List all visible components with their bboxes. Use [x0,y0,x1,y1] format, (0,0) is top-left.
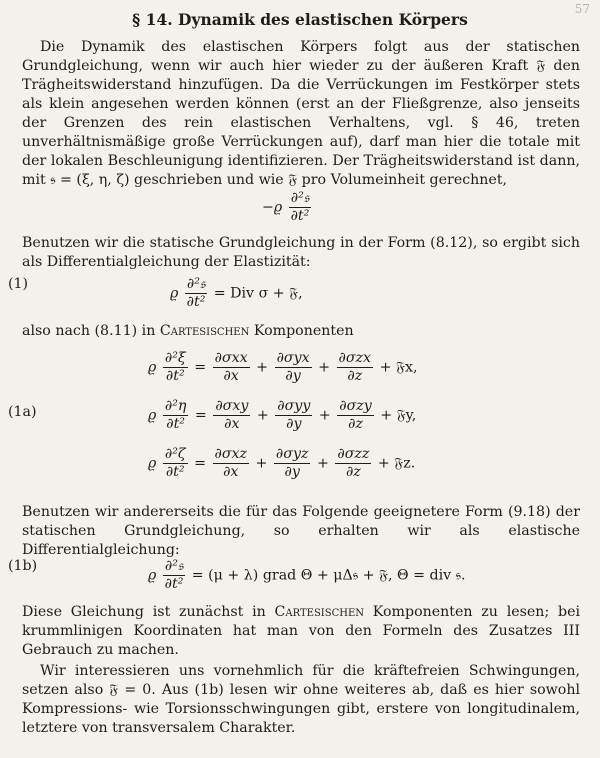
fraction [335,446,371,481]
paragraph-alternative: Benutzen wir andererseits die für das Folgende geeignetere Form (9.18) der statischen Grundgleichung, so erhalten wir als elastische Differentialgleichung: [22,504,580,558]
p5-text-a: Diese Gleichung ist zunächst in [22,604,275,620]
fraction-denominator: ∂z [347,368,363,384]
p3-text-b: Komponenten [249,323,354,339]
fraction [275,398,312,433]
fraction-numerator: ∂σyz [275,446,309,462]
fraction [274,446,311,481]
p5-text-b: Komponenten zu lesen; bei krummlinigen Koordinaten hat man von den Formeln des Zusatzes III Gebrauch zu machen. [22,604,581,658]
eq1-den: ∂t² [186,294,206,310]
fraction-denominator: ∂x [223,464,239,480]
fraction-denominator: ∂x [223,368,239,384]
eq1a-row: ϱ $\frac{\text{∂²ζ}}{\text{∂t²}}$ = $\frac{\text{∂σxz}}{\partial x}$ + $\frac{\text{∂σyz}}{\partial y}$ + $\frac{\text{∂σzz}}{\partial z}$ + 𝔉z. [148,446,416,480]
fraction-numerator: ∂σzx [338,350,372,366]
fraction-numerator: ∂σzy [339,398,372,414]
eq-inertia-lhs: −ϱ [262,199,283,216]
fraction-denominator: ∂t² [165,368,185,384]
fraction-denominator: ∂z [348,416,363,432]
fraction-numerator: ∂²η [164,398,187,414]
eq1a-label: (1a) [8,404,37,420]
fraction-denominator: ∂t² [166,416,185,432]
p5-smallcaps: Cartesischen [274,604,365,620]
p3-smallcaps: Cartesischen [159,323,250,339]
eq1a-row: ϱ $\frac{\text{∂²ξ}}{\text{∂t²}}$ = $\frac{\text{∂σxx}}{\partial x}$ + $\frac{\text{∂σyx}}{\partial y}$ + $\frac{\text{∂σzx}}{\partial z}$ + 𝔉x, [148,350,418,384]
paragraph-curvilinear [22,603,580,660]
fraction-denominator: ∂x [224,416,240,432]
fraction-numerator: ∂σyy [277,398,311,414]
fraction-numerator: ∂σxz [214,446,247,462]
fraction [275,350,312,385]
fraction-numerator: ∂σyx [276,350,310,366]
eq1a-row-tail: + 𝔉x, [379,359,418,376]
fraction-numerator: ∂σxx [214,350,248,366]
eq1a-row-tail: + 𝔉z. [377,455,416,472]
eq1b-den: ∂t² [164,576,184,592]
eq1-label: (1) [8,276,29,292]
paragraph-static: Benutzen wir die statische Grundgleichung in der Form (8.12), so ergibt sich als Differentialgleichung der Elastizität: [22,235,580,270]
paragraph-cartesian [22,322,580,341]
fraction [163,446,188,481]
section-heading: § 14. Dynamik des elastischen Körpers [132,10,468,29]
fraction [163,398,189,433]
page: 57 § 14. Dynamik des elastischen Körpers Die Dynamik des elastischen Körpers folgt aus der statischen Grundgleichung, wenn wir auch hier wieder zu der äußeren Kraft 𝔉 den Trägheitswiderstand hinzufügen. Da die Verrückungen im Festkörper stets als klein angesehen werden können (erst an der Fließgrenze, also jenseits der Grenzen des rein elastischen Verhaltens, vgl. § 46, treten unverhältnismäßige große Verrückungen auf), darf man hier die totale mit der lokalen Beschleunigung identifizieren. Der Trägheitswiderstand ist dann, mit 𝔰 = (ξ, η, ζ) geschrieben und wie 𝔉 pro Volumeinheit gerechnet, −ϱ $\frac{\text{∂²𝔰}}{\text{∂t²}}$ Benutzen wir die statische Grundgleichung in der Form (8.12), so ergibt sich als Differentialgleichung der Elastizität: (1) ϱ $\frac{\text{∂²𝔰}}{\text{∂t²}}$ = Div σ + 𝔉, also nach (8.11) in Cartesischen Komponenten (1a) ϱ $\frac{\text{∂²ξ}}{\text{∂t²}}$ = $\frac{\text{∂σxx}}{\partial x}$ + $\frac{\text{∂σyx}}{\partial y}$ + $\frac{\text{∂σzx}}{\partial z}$ + 𝔉x, ϱ $\frac{\text{∂²η}}{\text{∂t²}}$ = $\frac{\text{∂σxy}}{\partial x}$ + $\frac{\text{∂σyy}}{\partial y}$ + $\frac{\text{∂σzy}}{\partial z}$ + 𝔉y, ϱ $\frac{\text{∂²ζ}}{\text{∂t²}}$ = $\frac{\text{∂σxz}}{\partial x}$ + $\frac{\text{∂σyz}}{\partial y}$ + $\frac{\text{∂σzz}}{\partial z}$ + 𝔉z. Benutzen wir andererseits die für das Folgende geeignetere Form (9.18) der statischen Grundgleichung, so erhalten wir als elastische Differentialgleichung: (1b) ϱ $\frac{\text{∂²𝔰}}{\text{∂t²}}$ = (μ + λ) grad Θ + μΔ𝔰 + 𝔉, Θ = div 𝔰. Diese Gleichung ist zunächst in Cartesischen Komponenten zu lesen; bei krummlinigen Koordinaten hat man von den Formeln des Zusatzes III Gebrauch zu machen. Wir interessieren uns vornehmlich für die kräftefreien Schwingungen, setzen also 𝔉 = 0. Aus (1b) lesen wir ohne weiteres ab, daß es hier sowohl Kompressions- wie Torsionsschwingungen gibt, erstere von longitudinalem, letztere von transversalem Charakter. [0,0,600,758]
fraction [337,350,374,385]
fraction [163,350,188,385]
eq1b-num: ∂²𝔰 [164,558,184,574]
eq1-num: ∂²𝔰 [186,276,206,292]
fraction-denominator: ∂z [345,464,361,480]
fraction [337,398,374,433]
fraction-numerator: ∂²ζ [164,446,186,462]
fraction-denominator: ∂y [286,416,302,432]
eq1b-label: (1b) [8,558,38,574]
fraction-numerator: ∂σzz [337,446,370,462]
eq-inertia-den: ∂t² [290,208,310,224]
fraction-numerator: ∂σxy [215,398,249,414]
fraction-denominator: ∂t² [165,464,185,480]
fraction [213,350,250,385]
page-number: 57 [574,2,590,16]
fraction-denominator: ∂y [285,368,301,384]
paragraph-intro: Die Dynamik des elastischen Körpers folgt aus der statischen Grundgleichung, wenn wir auch hier wieder zu der äußeren Kraft 𝔉 den Trägheitswiderstand hinzufügen. Da die Verrückungen im Festkörper stets als klein angesehen werden können (erst an der Fließgrenze, also jenseits der Grenzen des rein elastischen Verhaltens, vgl. § 46, treten unverhältnismäßige große Verrückungen auf), darf man hier die totale mit der lokalen Beschleunigung identifizieren. Der Trägheitswiderstand ist dann, mit 𝔰 = (ξ, η, ζ) geschrieben und wie 𝔉 pro Volumeinheit gerechnet, [22,39,580,188]
paragraph-vibrations: Wir interessieren uns vornehmlich für die kräftefreien Schwingungen, setzen also 𝔉 = 0. Aus (1b) lesen wir ohne weiteres ab, daß es hier sowohl Kompressions- wie Torsionsschwingungen gibt, erstere von longitudinalem, letztere von transversalem Charakter. [22,663,580,736]
fraction [213,446,250,481]
eq1a-row: ϱ $\frac{\text{∂²η}}{\text{∂t²}}$ = $\frac{\text{∂σxy}}{\partial x}$ + $\frac{\text{∂σyy}}{\partial y}$ + $\frac{\text{∂σzy}}{\partial z}$ + 𝔉y, [148,398,417,432]
eq1-rhs: = Div σ + 𝔉, [213,285,303,302]
eq1b-rhs: = (μ + λ) grad Θ + μΔ𝔰 + 𝔉, Θ = div 𝔰. [191,567,466,584]
fraction-denominator: ∂y [284,464,300,480]
fraction [213,398,250,433]
eq1a-row-tail: + 𝔉y, [380,407,417,424]
p3-text-a: also nach (8.11) in [22,323,160,339]
eq-inertia-num: ∂²𝔰 [290,190,310,206]
fraction-numerator: ∂²ξ [164,350,186,366]
